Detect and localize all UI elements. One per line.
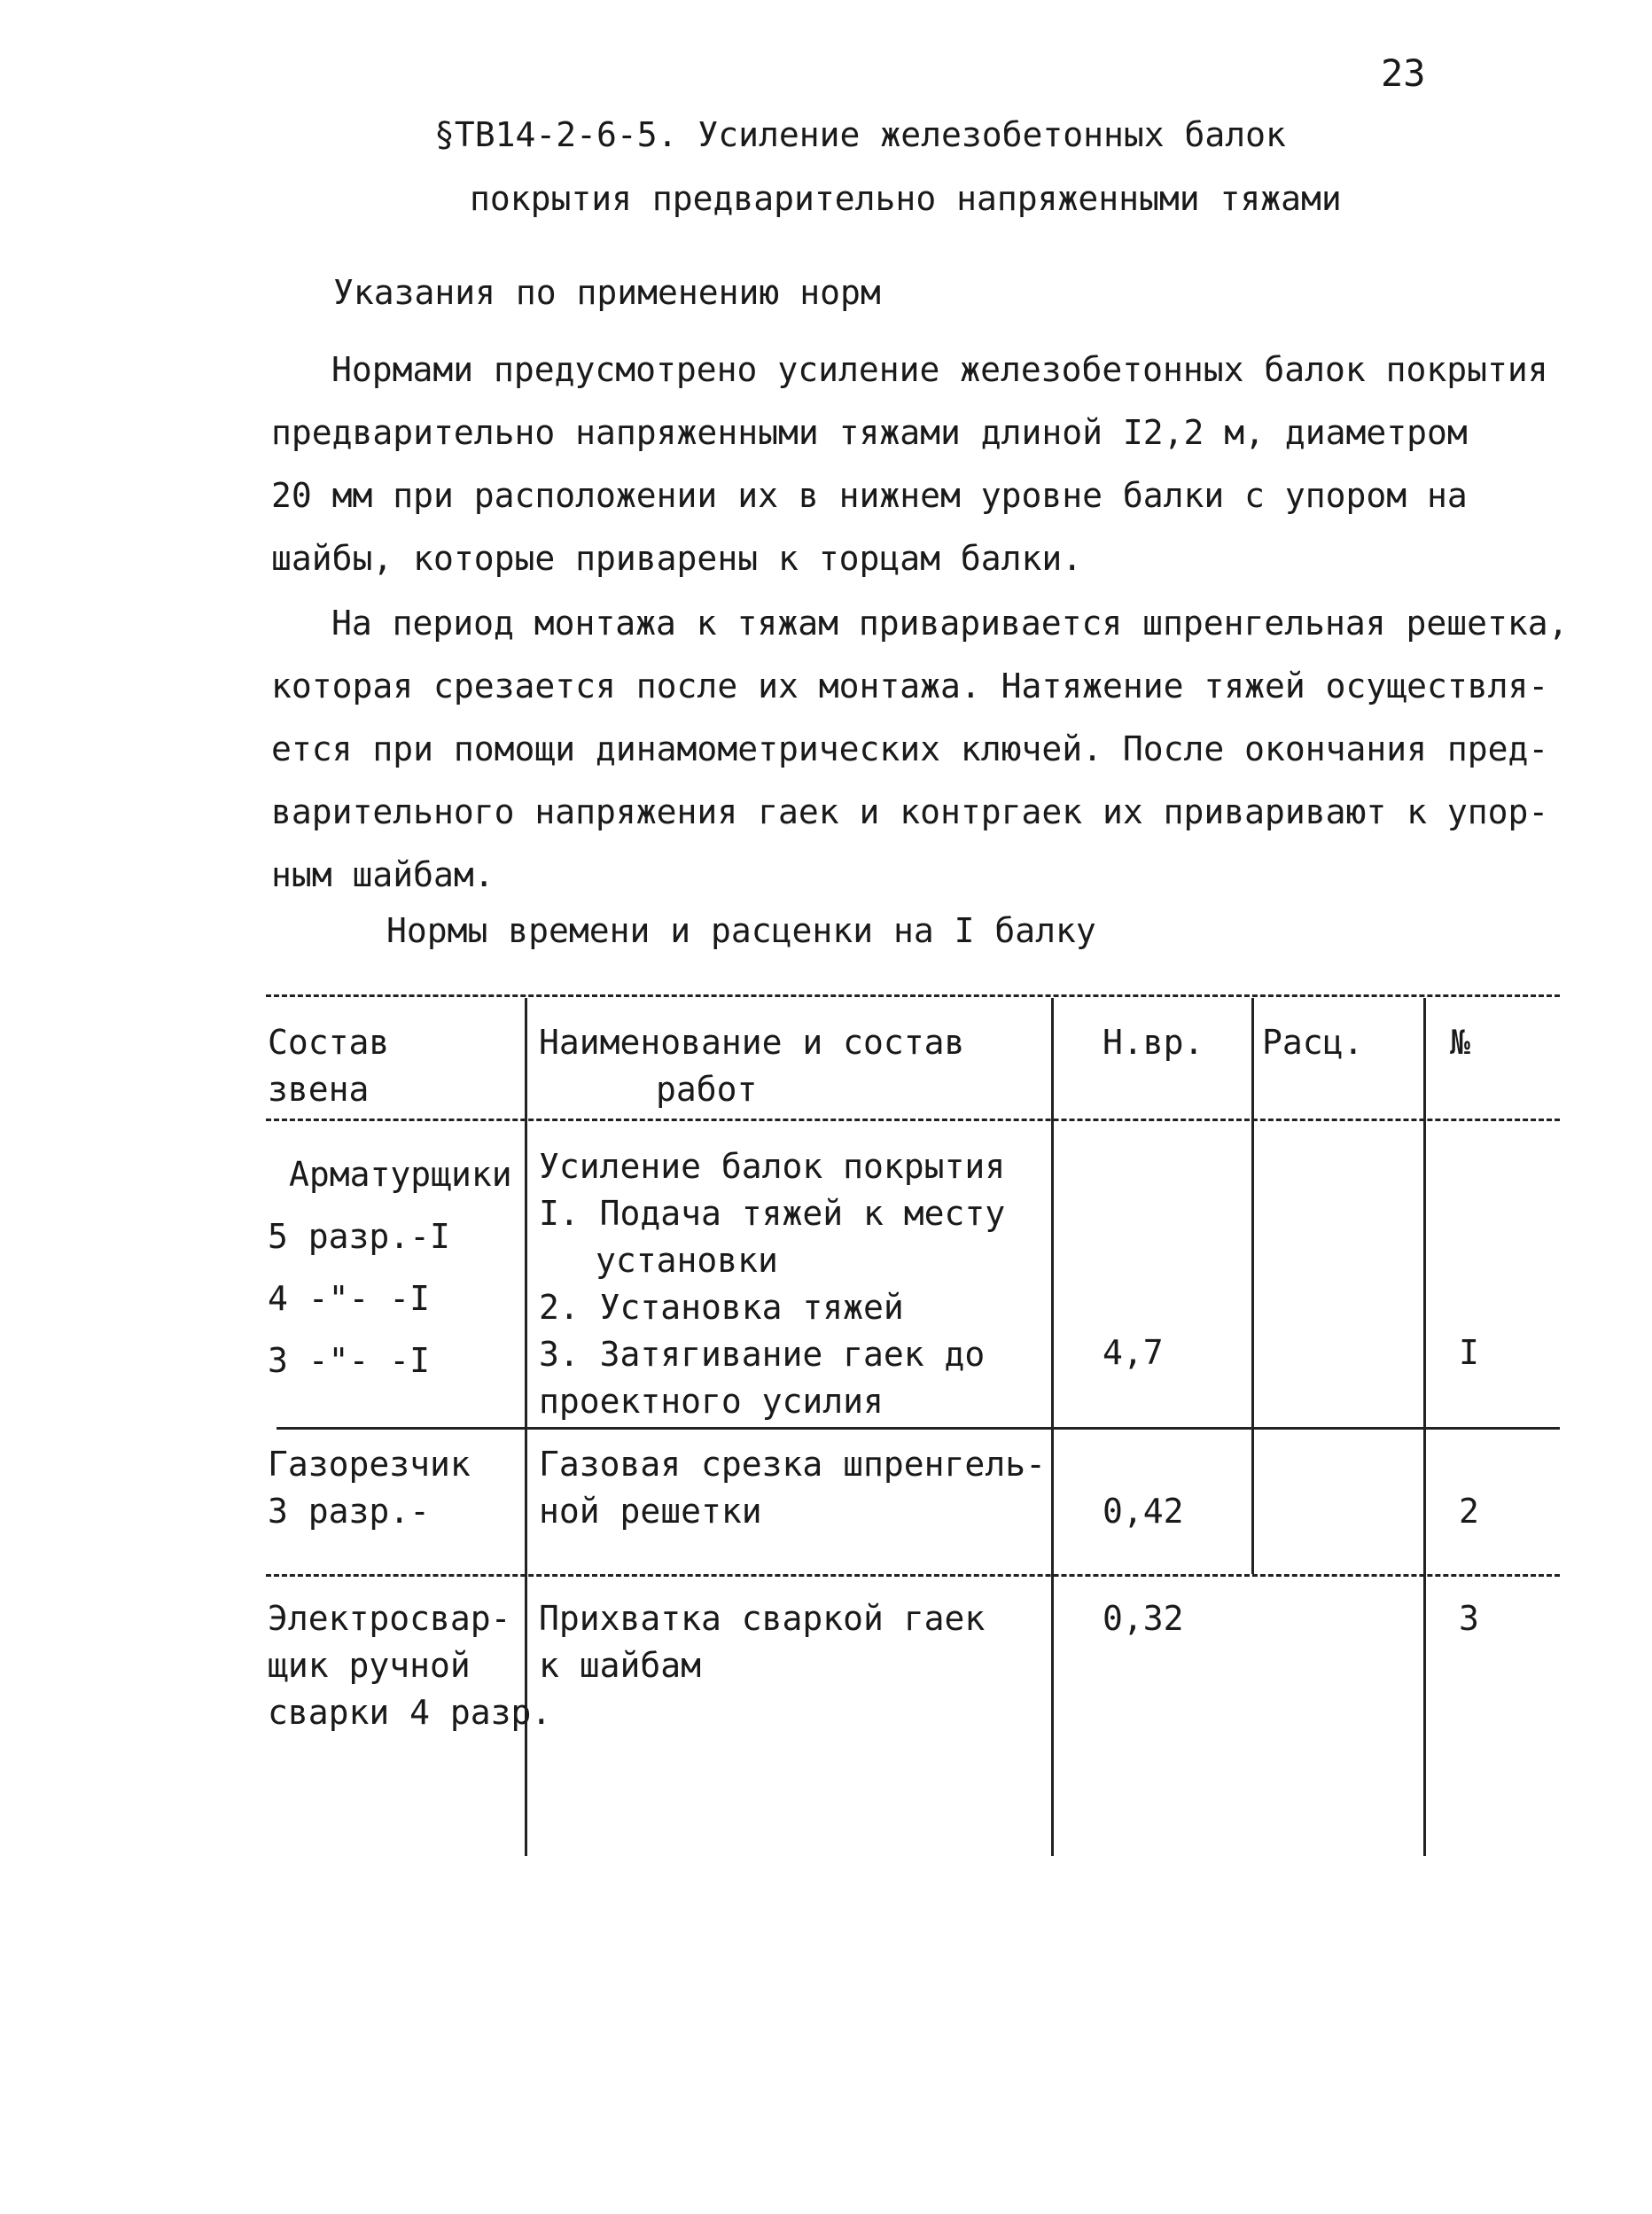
paragraph-line: 20 мм при расположении их в нижнем уровне балки с упором на [271, 476, 1468, 515]
paragraph-line: Нормами предусмотрено усиление железобетонных балок покрытия [331, 350, 1548, 389]
row-crew-line: сварки 4 разр. [268, 1693, 552, 1732]
table-top-rule [266, 994, 1560, 997]
row1-number: I [1459, 1333, 1479, 1372]
paragraph-line: варительного напряжения гаек и контргаек их приваривают к упор- [271, 792, 1549, 831]
table-column-rule [1251, 998, 1254, 1574]
table-row-rule [266, 1574, 1560, 1577]
header-rate: Расц. [1262, 1023, 1364, 1062]
row1-work [539, 1143, 1005, 1425]
row2-crew [268, 1441, 471, 1535]
row-crew-line: Газорезчик [268, 1445, 471, 1484]
row2-work [539, 1441, 1046, 1535]
paragraph-line: предварительно напряженными тяжами длиной I2,2 м, диаметром [271, 413, 1468, 452]
header-number: № [1450, 1023, 1470, 1062]
table-column-rule [1423, 998, 1426, 1856]
row-crew-line: щик ручной [268, 1646, 471, 1685]
paragraph-line: которая срезается после их монтажа. Натяжение тяжей осуществля- [271, 667, 1549, 706]
row-work-line: I. Подача тяжей к месту [539, 1194, 1006, 1233]
row1-time: 4,7 [1103, 1333, 1164, 1372]
header-crew-line: звена [268, 1070, 370, 1109]
page-number: 23 [1381, 51, 1426, 95]
row-work-line: установки [596, 1241, 778, 1280]
row-crew-line: Электросвар- [268, 1599, 511, 1638]
row3-time: 0,32 [1103, 1599, 1184, 1638]
row-crew-line: Арматурщики [289, 1155, 512, 1194]
header-time: Н.вр. [1103, 1023, 1204, 1062]
table-header-rule [266, 1119, 1560, 1121]
row-work-line: Газовая срезка шпренгель- [539, 1445, 1046, 1484]
row-work-line: 3. Затягивание гаек до [539, 1335, 986, 1374]
row-work-line: Прихватка сваркой гаек [539, 1599, 986, 1638]
section-title-line-1: §ТВ14-2-6-5. Усиление железобетонных балок [434, 115, 1286, 154]
row3-crew [268, 1595, 551, 1736]
row-work-line: Усиление балок покрытия [539, 1147, 1006, 1186]
header-work-line: Наименование и состав [539, 1023, 965, 1062]
header-work [539, 1019, 964, 1113]
row-work-line: ной решетки [539, 1492, 762, 1531]
row-work-line: проектного усилия [539, 1382, 884, 1421]
row3-work [539, 1595, 985, 1689]
row2-time: 0,42 [1103, 1492, 1184, 1531]
header-crew [268, 1019, 389, 1113]
header-work-line: работ [656, 1070, 758, 1109]
paragraph-line: На период монтажа к тяжам приваривается шпренгельная решетка, [331, 604, 1569, 643]
row-crew-line: 5 разр.-I [268, 1217, 450, 1256]
row-crew-line: 3 разр.- [268, 1492, 431, 1531]
row-crew-line: 3 -"- -I [268, 1341, 431, 1380]
row3-number: 3 [1459, 1599, 1479, 1638]
row-crew-line: 4 -"- -I [268, 1279, 431, 1318]
row-work-line: 2. Установка тяжей [539, 1288, 904, 1327]
header-crew-line: Состав [268, 1023, 390, 1062]
paragraph-line: шайбы, которые приварены к торцам балки. [271, 539, 1083, 578]
subheading: Указания по применению норм [333, 273, 881, 312]
section-title-line-2: покрытия предварительно напряженными тяжами [470, 179, 1342, 218]
table-row-rule [277, 1427, 1560, 1430]
table-caption: Нормы времени и расценки на I балку [386, 911, 1096, 950]
row2-number: 2 [1459, 1492, 1479, 1531]
paragraph-line: ным шайбам. [271, 855, 495, 894]
row1-crew [268, 1143, 512, 1392]
table-column-rule [1051, 998, 1054, 1856]
row-work-line: к шайбам [539, 1646, 702, 1685]
paragraph-line: ется при помощи динамометрических ключей. После окончания пред- [271, 729, 1549, 768]
